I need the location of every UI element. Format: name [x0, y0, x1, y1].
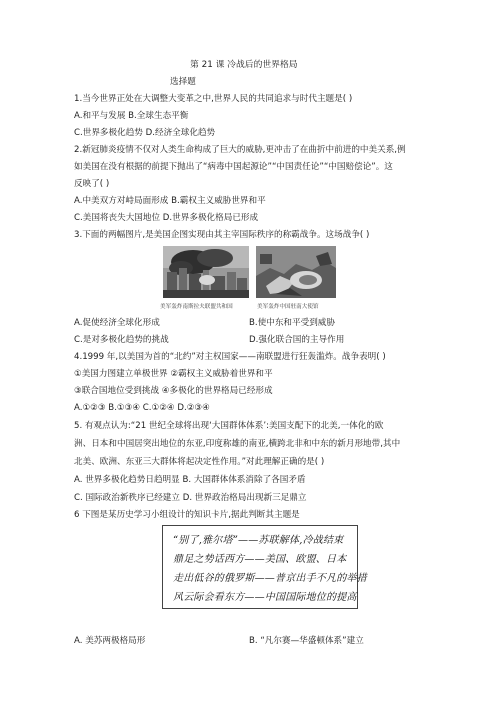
- bombing-city-photo: [163, 246, 249, 298]
- section-heading: 选择题: [170, 77, 196, 87]
- knowledge-card: [162, 525, 367, 609]
- question-5-options-cd: C. 国际政治新秩序已经建立 D. 世界政治格局出现新三足鼎立: [74, 493, 307, 503]
- left-photo-caption: 美军轰炸南斯拉夫联盟共和国: [160, 304, 233, 310]
- question-4: 4.1999 年,以美国为首的“北约”对主权国家——南联盟进行狂轰滥炸。战争表明( ): [74, 352, 386, 362]
- question-1: 1.当今世界正处在大调整大变革之中,世界人民的共同追求与时代主题是( ): [74, 94, 353, 104]
- lesson-title: 第 21 课 冷战后的世界格局: [190, 60, 298, 70]
- question-6: 6 下图是某历史学习小组设计的知识卡片,据此判断其主题是: [74, 510, 300, 520]
- question-2-line-1: 2.新冠肺炎疫情不仅对人类生命构成了巨大的威胁,更冲击了在曲折中前进的中美关系,例: [74, 145, 406, 155]
- question-2-line-3: 反映了( ): [74, 179, 110, 189]
- question-2-options-cd: C.美国将丧失大国地位 D.世界多极化格局已形成: [74, 213, 259, 223]
- question-3-option-a: A.促使经济全球化形成: [74, 318, 160, 328]
- card-line-1: “别了,雅尔塔”——苏联解体,冷战结束: [173, 535, 344, 546]
- question-2-line-2: 如美国在没有根据的前提下抛出了“病毒中国起源论”“中国责任论”“中国赔偿论”。这: [74, 162, 393, 172]
- embassy-ruins-photo: [256, 246, 336, 298]
- question-5-line-3: 北美、欧洲、东亚三大群体将起决定性作用。”对此理解正确的是( ): [74, 457, 325, 467]
- question-3: 3.下面的两幅图片,是美国企图实现由其主宰国际秩序的称霸战争。这场战争( ): [74, 230, 370, 240]
- question-5-line-2: 洲、日本和中国居突出地位的东亚,印度称雄的南亚,横跨北非和中东的新月形地带,其中: [74, 439, 401, 449]
- question-5-line-1: 5. 有观点认为:“21 世纪全球将出现‘大国群体体系’:美国支配下的北美,一体化的欧: [74, 421, 384, 431]
- question-3-option-c: C.是对多极化趋势的挑战: [74, 335, 169, 345]
- card-line-3: 走出低谷的俄罗斯——普京出手不凡的举措: [173, 573, 367, 584]
- card-line-2: 鼎足之势话西方——美国、欧盟、日本: [173, 554, 347, 565]
- question-4-statements-12: ①美国力图建立单极世界 ②霸权主义威胁着世界和平: [74, 369, 273, 379]
- question-3-option-b: B.使中东和平受到威胁: [249, 318, 335, 328]
- question-4-options: A.①②③ B.①③④ C.①②④ D.②③④: [74, 403, 210, 413]
- question-1-options-cd: C.世界多极化趋势 D.经济全球化趋势: [74, 128, 216, 138]
- question-1-options-ab: A.和平与发展 B.全球生态平衡: [74, 111, 189, 121]
- question-2-options-ab: A.中美双方对峙局面形成 B.霸权主义威胁世界和平: [74, 196, 266, 206]
- question-3-option-d: D.强化联合国的主导作用: [249, 335, 345, 345]
- question-5-options-ab: A. 世界多极化趋势日趋明显 B. 大国群体体系消除了各国矛盾: [74, 475, 306, 485]
- card-line-4: 风云际会看东方——中国国际地位的提高: [173, 592, 357, 603]
- right-photo-caption: 美军轰炸中国驻南大使馆: [257, 304, 319, 310]
- question-6-option-b: B. “凡尔赛—华盛顿体系”建立: [249, 636, 364, 646]
- question-4-statements-34: ③联合国地位受到挑战 ④多极化的世界格局已经形成: [74, 386, 273, 396]
- question-6-option-a: A. 美苏两极格局形: [74, 636, 146, 646]
